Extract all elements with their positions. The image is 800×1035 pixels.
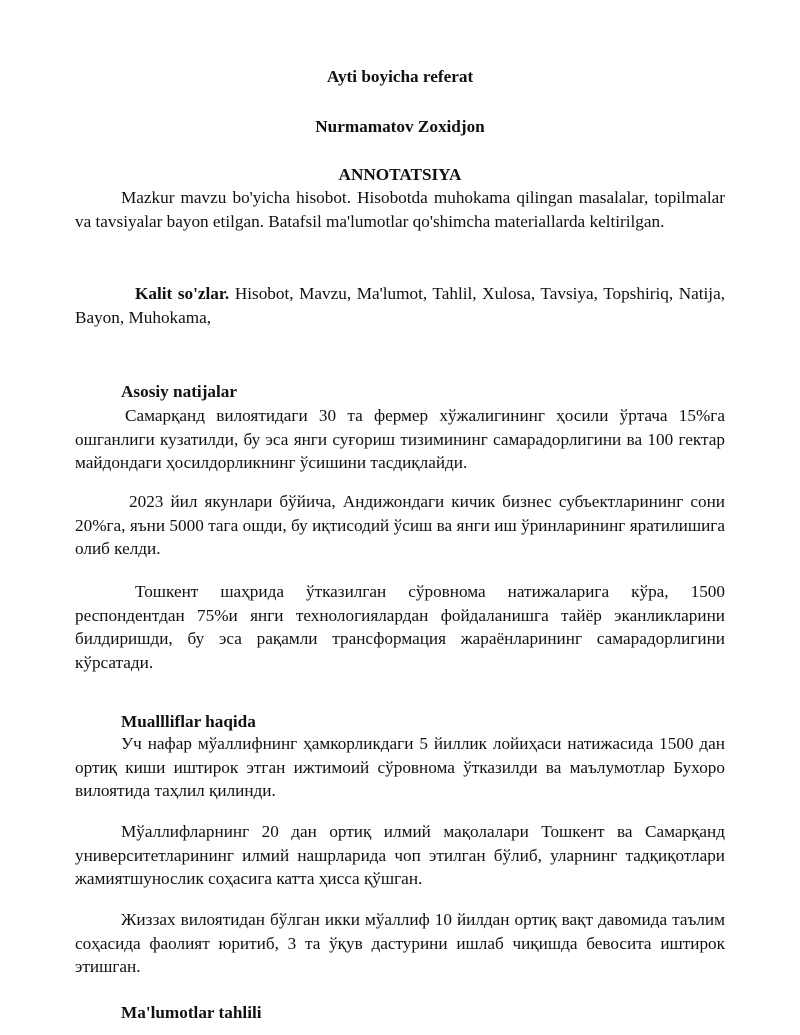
section-heading-results: Asosiy natijalar (121, 382, 238, 401)
paragraph-block (75, 732, 725, 803)
keywords-list: Hisobot, Mavzu, Ma'lumot, Tahlil, Xulosa, Tavsiya, Topshiriq, Natija, Bayon, Muhokama, (75, 284, 726, 327)
results-paragraph-3: Тошкент шаҳрида ўтказилган сўровнома натижаларига кўра, 1500 респондентдан 75%и янги технологиялардан фойдаланишга тайёр эканликларини билдиришди, бу эса рақамли трансформация жараёнларининг самарадорлигини кўрсатади. (75, 582, 725, 672)
document-title: Ayti boyicha referat (326, 67, 474, 86)
authors-paragraph-3: Жиззах вилоятидан бўлган икки мўаллиф 10 йилдан ортиқ вақт давомида таълим соҳасида фаолият юритиб, 3 та ўқув дастурини ишлаб чиқишда бевосита иштирок этишган. (75, 910, 725, 976)
document-author: Nurmamatov Zoxidjon (315, 117, 485, 136)
results-paragraph-2: 2023 йил якунлари бўйича, Андижондаги кичик бизнес субъектларининг сони 20%га, яъни 5000 тага ошди, бу иқтисодий ўсиш ва янги иш ўринларининг яратилишига олиб келди. (75, 492, 725, 558)
results-paragraph-1: Самарқанд вилоятидаги 30 та фермер хўжалигининг ҳосили ўртача 15%га ошганлиги кузатилди, бу эса янги суғориш тизимининг самарадорлигини ва 100 гектар майдондаги ҳосилдорликнинг ўсишини тасдиқлайди. (75, 406, 725, 472)
abstract-text: Mazkur mavzu bo'yicha hisobot. Hisobotda muhokama qilingan masalalar, topilmalar va tavsiyalar bayon etilgan. Batafsil ma'lumotlar qo'shimcha materiallarda keltirilgan. (75, 188, 725, 231)
section-heading-authors: Muallliflar haqida (121, 712, 256, 731)
paragraph-block (75, 820, 725, 891)
keywords-paragraph (75, 282, 725, 329)
abstract-heading: ANNOTATSIYA (338, 165, 462, 184)
abstract-section (75, 186, 725, 233)
keywords-label: Kalit so'zlar. (135, 284, 230, 303)
paragraph-block (75, 580, 725, 674)
authors-paragraph-1: Уч нафар мўаллифнинг ҳамкорликдаги 5 йиллик лойиҳаси натижасида 1500 дан ортиқ киши иштирок этган ижтимоий сўровнома ўтказилди ва маълумотлар Бухоро вилоятида таҳлил қилинди. (75, 734, 725, 800)
paragraph-block (75, 490, 725, 561)
paragraph-block (75, 404, 725, 475)
section-heading-analysis: Ma'lumotlar tahlili (121, 1003, 262, 1022)
paragraph-block (75, 908, 725, 979)
authors-paragraph-2: Мўаллифларнинг 20 дан ортиқ илмий мақолалари Тошкент ва Самарқанд университетларининг илмий нашрларида чоп этилган бўлиб, уларнинг тадқиқотлари жамиятшунослик соҳасига катта ҳисса қўшган. (75, 822, 725, 888)
keywords-section (75, 282, 725, 329)
